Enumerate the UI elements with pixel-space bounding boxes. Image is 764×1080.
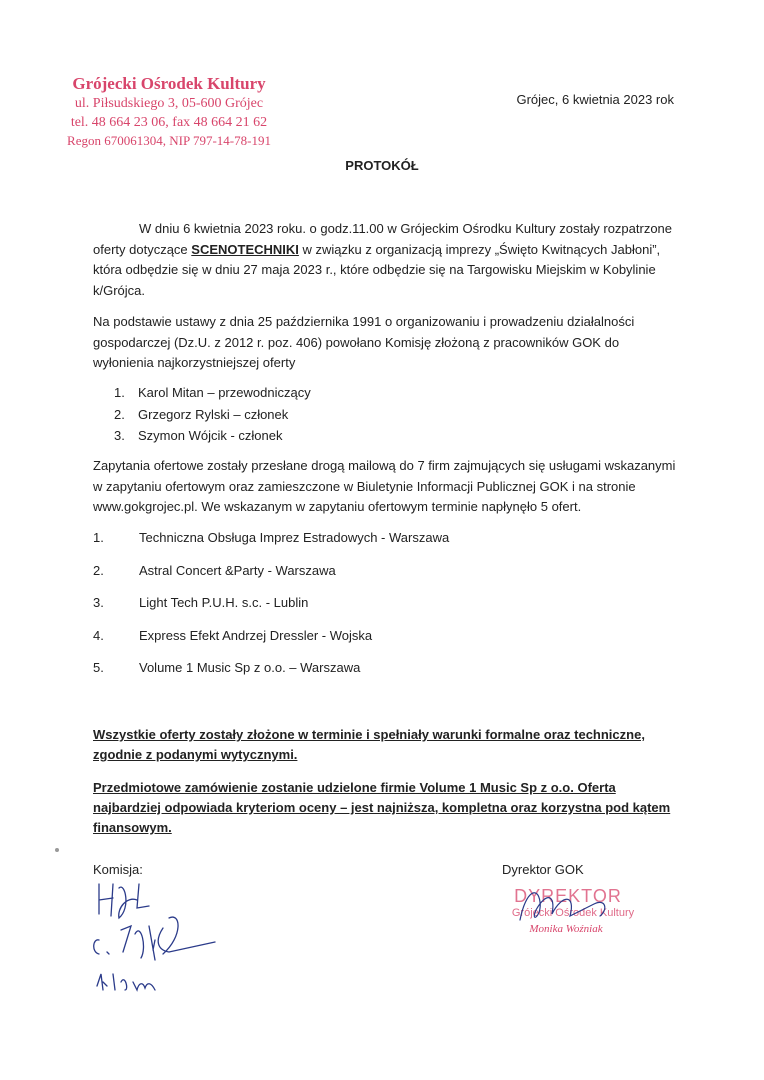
intro-text-before: W dniu 6 kwietnia 2023 roku. o godz.11.00 w Grójeckim Ośrodku Kultury zostały rozpatrzone oferty dotyczące — [93, 221, 673, 257]
legal-basis-paragraph: Na podstawie ustawy z dnia 25 października 1991 o organizowaniu i prowadzeniu działalności gospodarczej (Dz.U. z 2012 r. poz. 406) powołano Komisję złożoną z pracowników GOK do wyłonienia najkorzystniejszej oferty — [93, 314, 635, 370]
place-and-date: Grójec, 6 kwietnia 2023 rok — [516, 92, 674, 107]
director-stamp — [470, 880, 650, 950]
list-item: 2. Grzegorz Rylski – członek — [114, 406, 289, 422]
committee-members-list — [114, 385, 311, 450]
intro-subject-bold: SCENOTECHNIKI — [191, 241, 299, 257]
list-item: 2. Astral Concert &Party - Warszawa — [93, 562, 336, 578]
list-item: 3. Szymon Wójcik - członek — [114, 428, 283, 443]
director-signature — [490, 880, 630, 940]
firms-list — [93, 530, 449, 693]
organization-regon: Regon 670061304, NIP 797-14-78-191 — [67, 133, 271, 148]
stamp-organization: Grójecki Ośrodek Kultury — [511, 907, 635, 919]
intro-paragraph — [93, 219, 683, 301]
organization-name: Grójecki Ośrodek Kultury — [72, 74, 266, 93]
inquiry-paragraph: Zapytania ofertowe zostały przesłane drogą mailową do 7 firm zajmujących się usługami wskazanymi w zapytaniu ofertowym oraz zamieszczone w Biuletynie Informacji Publicznej GOK i na stronie www.gokgrojec.pl. We wskazanym w zapytaniu ofertowym terminie napłynęło 5 ofert. — [93, 458, 676, 514]
intro-text-after: w związku z organizacją imprezy „Święto Kwitnących Jabłoni”, która odbędzie się w dniu 27 maja 2023 r., które odbędzie się na Targowisku Miejskim w Kobylinie k/Grójca. — [93, 241, 661, 298]
list-item: 1. Techniczna Obsługa Imprez Estradowych - Warszawa — [93, 530, 450, 545]
organization-address: ul. Piłsudskiego 3, 05-600 Grójec — [74, 96, 264, 111]
committee-signatures — [85, 878, 225, 1018]
list-item: 1. Karol Mitan – przewodniczący — [114, 385, 311, 400]
organization-phone: tel. 48 664 23 06, fax 48 664 21 62 — [70, 115, 268, 130]
scan-speck — [55, 848, 59, 852]
list-item: 5. Volume 1 Music Sp z o.o. – Warszawa — [93, 660, 361, 675]
stamp-director-name: Monika Woźniak — [529, 923, 603, 935]
organization-header-stamp — [54, 74, 284, 149]
list-item: 4. Express Efekt Andrzej Dressler - Wojska — [93, 627, 373, 643]
director-label: Dyrektor GOK — [502, 862, 584, 877]
list-item: 3. Light Tech P.U.H. s.c. - Lublin — [93, 595, 309, 610]
committee-label: Komisja: — [93, 862, 143, 877]
document-title: PROTOKÓŁ — [345, 158, 419, 173]
stamp-title: DYREKTOR — [514, 886, 622, 906]
conclusion-compliance: Wszystkie oferty zostały złożone w terminie i spełniały warunki formalne oraz techniczne, zgodnie z podanymi wytycznymi. — [93, 727, 645, 762]
conclusion-award: Przedmiotowe zamówienie zostanie udzielone firmie Volume 1 Music Sp z o.o. Oferta najbardziej odpowiada kryteriom oceny – jest najniższa, kompletna oraz korzystna pod kątem finansowym. — [93, 780, 671, 835]
